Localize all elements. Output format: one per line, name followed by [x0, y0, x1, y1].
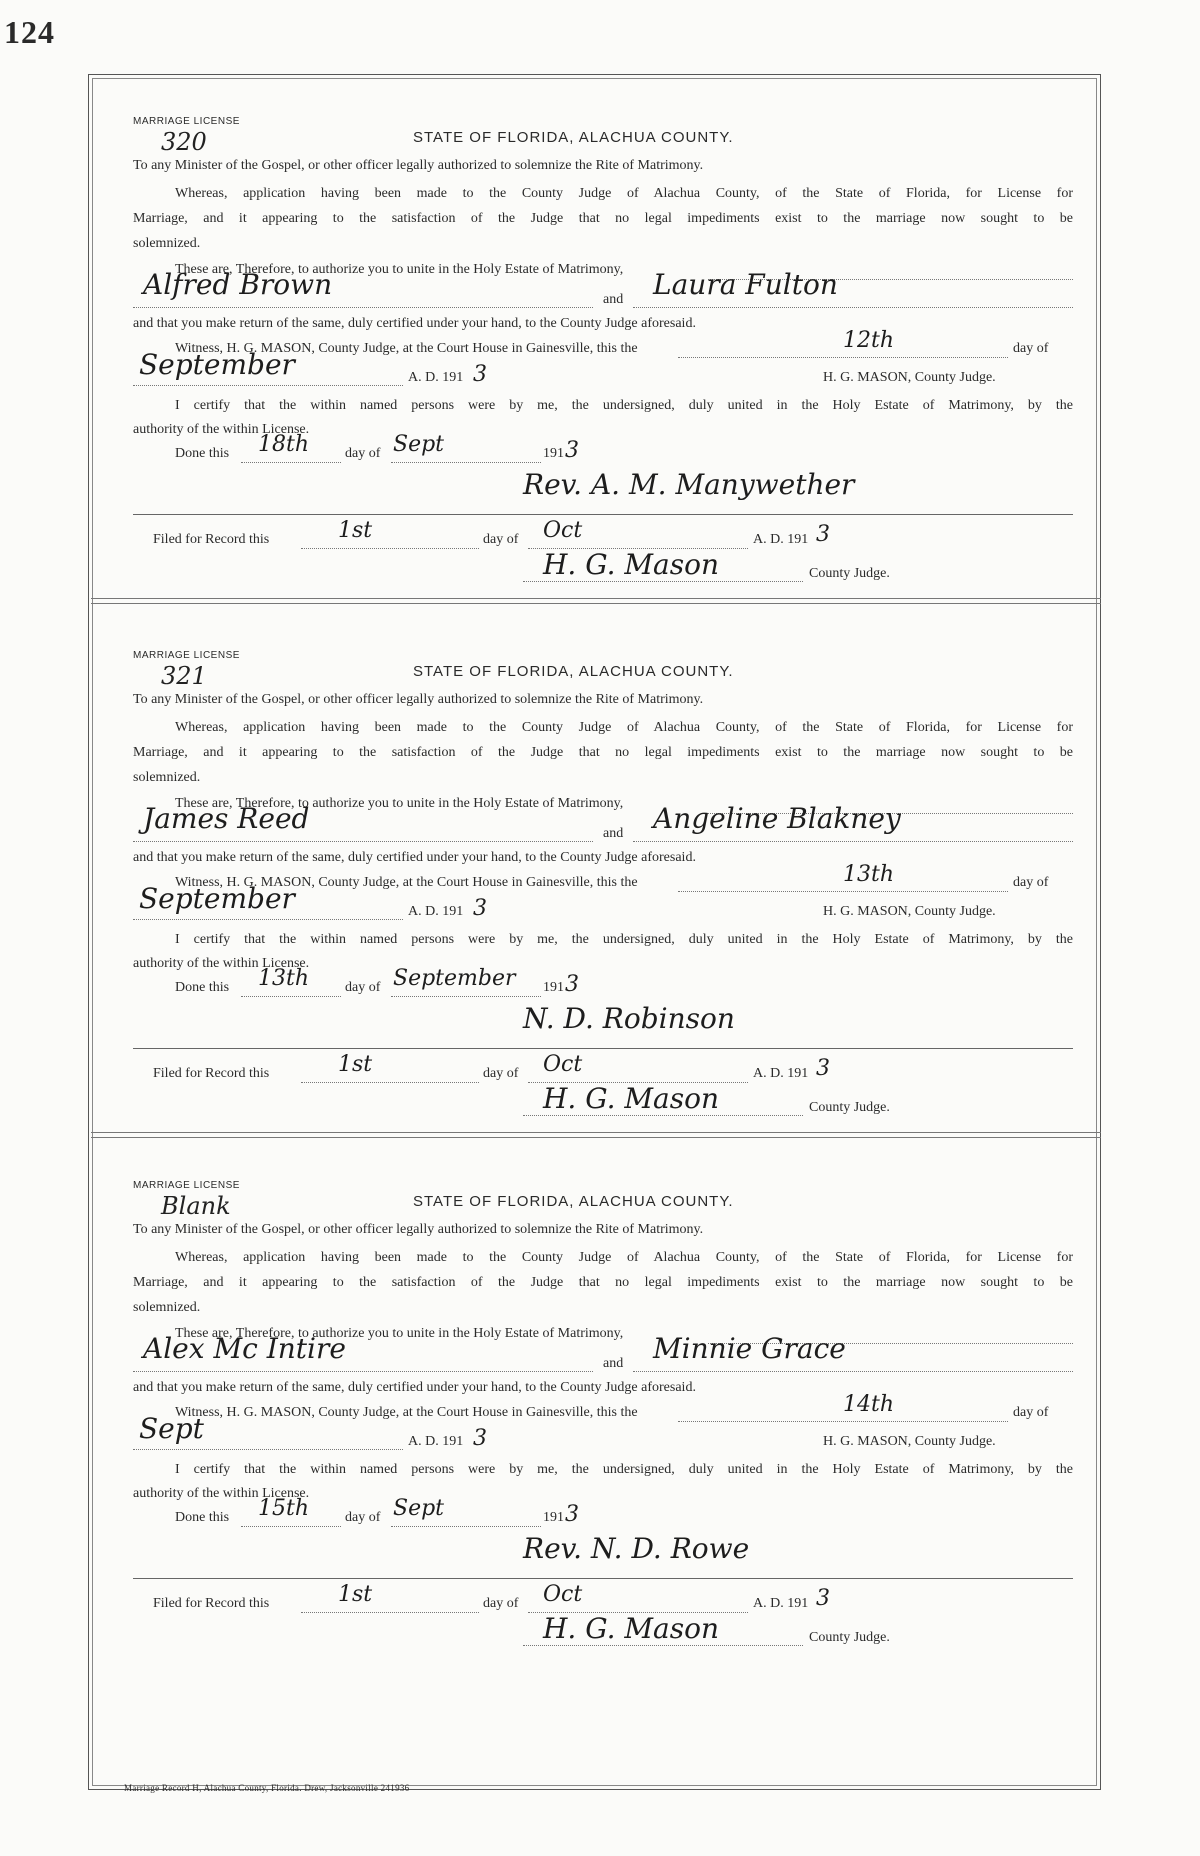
filed-month: Oct [543, 518, 583, 543]
done-month-fill-line [391, 995, 541, 997]
footer-note: Marriage Record H, Alachua County, Florida. Drew, Jacksonville 241936 [124, 1783, 410, 1793]
groom-fill-line [133, 840, 593, 842]
whereas-line-1: Whereas, application having been made to the County Judge of Alachua County, of the State of Florida, for License for [175, 1250, 1073, 1265]
witness-year-digit: 3 [473, 362, 487, 387]
whereas-line-2: Marriage, and it appearing to the satisfaction of the Judge that no legal impediments exist to the marriage now sought to be [133, 1275, 1073, 1290]
filed-ad: A. D. 191 [753, 1066, 809, 1081]
judge-signature-print: H. G. MASON, County Judge. [823, 1434, 996, 1449]
witness-day: 13th [843, 862, 895, 887]
witness-day: 12th [843, 328, 895, 353]
filed-month: Oct [543, 1052, 583, 1077]
done-day-fill-line [241, 1525, 341, 1527]
witness-month: September [139, 348, 295, 381]
bride-fill-line [633, 1370, 1073, 1372]
done-this-text: Done this [175, 980, 230, 995]
officiant-signature: Rev. N. D. Rowe [523, 1532, 750, 1565]
and-word: and [603, 1356, 624, 1371]
judge-signature-print: H. G. MASON, County Judge. [823, 370, 996, 385]
license-label: MARRIAGE LICENSE [133, 116, 240, 127]
witness-day-fill-line [678, 890, 1008, 892]
witness-text: Witness, H. G. MASON, County Judge, at the Court House in Gainesville, this the [175, 341, 638, 356]
state-header: STATE OF FLORIDA, ALACHUA COUNTY. [413, 1193, 734, 1210]
groom-name: Alfred Brown [143, 268, 333, 301]
county-judge-label: County Judge. [809, 566, 890, 581]
done-day-fill-line [241, 461, 341, 463]
done-day-of: day of [345, 446, 381, 461]
return-line: and that you make return of the same, duly certified under your hand, to the County Judge aforesaid. [133, 1380, 696, 1395]
record-separator [133, 1578, 1073, 1579]
witness-text: Witness, H. G. MASON, County Judge, at the Court House in Gainesville, this the [175, 1405, 638, 1420]
greeting-line: To any Minister of the Gospel, or other officer legally authorized to solemnize the Rite of Matrimony. [133, 692, 704, 707]
license-number: Blank [161, 1192, 231, 1220]
done-year-prefix: 191 [543, 446, 564, 461]
license-divider [91, 1132, 1101, 1138]
done-year-prefix: 191 [543, 980, 564, 995]
authorize-text: These are, Therefore, to authorize you to unite in the Holy Estate of Matrimony, [175, 262, 624, 277]
filed-day-of: day of [483, 1066, 519, 1081]
bride-name: Angeline Blakney [653, 802, 901, 835]
groom-fill-line [133, 306, 593, 308]
greeting-line: To any Minister of the Gospel, or other officer legally authorized to solemnize the Rite of Matrimony. [133, 1222, 704, 1237]
groom-name: James Reed [143, 802, 310, 835]
witness-day: 14th [843, 1392, 895, 1417]
state-header: STATE OF FLORIDA, ALACHUA COUNTY. [413, 663, 734, 680]
witness-month: Sept [139, 1412, 204, 1445]
done-day-fill-line [241, 995, 341, 997]
whereas-line-3: solemnized. [133, 770, 201, 785]
witness-year-digit: 3 [473, 896, 487, 921]
greeting-line: To any Minister of the Gospel, or other officer legally authorized to solemnize the Rite of Matrimony. [133, 158, 704, 173]
license-divider [91, 598, 1101, 604]
witness-ad: A. D. 191 [408, 1434, 464, 1449]
whereas-line-3: solemnized. [133, 236, 201, 251]
done-year-digit: 3 [565, 972, 579, 997]
done-day: 18th [258, 432, 310, 457]
done-month: September [393, 966, 516, 991]
witness-month: September [139, 882, 295, 915]
license-label: MARRIAGE LICENSE [133, 650, 240, 661]
certify-line-2: authority of the within License. [133, 956, 310, 971]
authorize-text: These are, Therefore, to authorize you to unite in the Holy Estate of Matrimony, [175, 796, 624, 811]
filed-day: 1st [338, 518, 373, 543]
record-separator [133, 514, 1073, 515]
filed-month: Oct [543, 1582, 583, 1607]
bride-name: Laura Fulton [653, 268, 838, 301]
county-judge-signature: H. G. Mason [543, 1612, 720, 1645]
done-day-of: day of [345, 980, 381, 995]
witness-day-fill-line [678, 356, 1008, 358]
license-number: 321 [161, 662, 207, 690]
judge-signature-print: H. G. MASON, County Judge. [823, 904, 996, 919]
filed-ad: A. D. 191 [753, 1596, 809, 1611]
county-judge-label: County Judge. [809, 1630, 890, 1645]
page-number: 124 [4, 14, 55, 50]
filed-day-of: day of [483, 1596, 519, 1611]
officiant-signature: Rev. A. M. Manywether [523, 468, 855, 501]
filed-year-digit: 3 [816, 1586, 830, 1611]
filed-day-of: day of [483, 532, 519, 547]
certify-line-1: I certify that the within named persons were by me, the undersigned, duly united in the Holy Estate of Matrimony, by the [175, 932, 1073, 947]
witness-month-fill-line [133, 1448, 403, 1450]
whereas-line-1: Whereas, application having been made to the County Judge of Alachua County, of the State of Florida, for License for [175, 720, 1073, 735]
officiant-signature: N. D. Robinson [523, 1002, 735, 1035]
filed-text: Filed for Record this [153, 532, 270, 547]
bride-fill-line [633, 306, 1073, 308]
certify-line-2: authority of the within License. [133, 1486, 310, 1501]
filed-day: 1st [338, 1052, 373, 1077]
witness-month-fill-line [133, 918, 403, 920]
done-month: Sept [393, 432, 445, 457]
whereas-line-3: solemnized. [133, 1300, 201, 1315]
county-judge-signature: H. G. Mason [543, 1082, 720, 1115]
bride-name: Minnie Grace [653, 1332, 846, 1365]
filed-day-fill-line [301, 547, 479, 549]
whereas-line-2: Marriage, and it appearing to the satisfaction of the Judge that no legal impediments exist to the marriage now sought to be [133, 211, 1073, 226]
filed-text: Filed for Record this [153, 1066, 270, 1081]
filed-day-fill-line [301, 1081, 479, 1083]
license-number: 320 [161, 128, 207, 156]
witness-year-digit: 3 [473, 1426, 487, 1451]
county-judge-label: County Judge. [809, 1100, 890, 1115]
return-line: and that you make return of the same, duly certified under your hand, to the County Judge aforesaid. [133, 850, 696, 865]
state-header: STATE OF FLORIDA, ALACHUA COUNTY. [413, 129, 734, 146]
witness-day-fill-line [678, 1420, 1008, 1422]
done-day-of: day of [345, 1510, 381, 1525]
county-judge-signature: H. G. Mason [543, 548, 720, 581]
groom-name: Alex Mc Intire [143, 1332, 346, 1365]
certify-line-1: I certify that the within named persons were by me, the undersigned, duly united in the Holy Estate of Matrimony, by the [175, 398, 1073, 413]
certify-line-1: I certify that the within named persons were by me, the undersigned, duly united in the Holy Estate of Matrimony, by the [175, 1462, 1073, 1477]
authorize-text: These are, Therefore, to authorize you to unite in the Holy Estate of Matrimony, [175, 1326, 624, 1341]
record-separator [133, 1048, 1073, 1049]
filed-year-digit: 3 [816, 1056, 830, 1081]
return-line: and that you make return of the same, duly certified under your hand, to the County Judge aforesaid. [133, 316, 696, 331]
done-month-fill-line [391, 461, 541, 463]
witness-month-fill-line [133, 384, 403, 386]
done-year-digit: 3 [565, 1502, 579, 1527]
done-year-digit: 3 [565, 438, 579, 463]
certify-line-2: authority of the within License. [133, 422, 310, 437]
witness-day-of: day of [1013, 1405, 1049, 1420]
filed-day-fill-line [301, 1611, 479, 1613]
witness-ad: A. D. 191 [408, 904, 464, 919]
filed-year-digit: 3 [816, 522, 830, 547]
whereas-line-2: Marriage, and it appearing to the satisfaction of the Judge that no legal impediments exist to the marriage now sought to be [133, 745, 1073, 760]
whereas-line-1: Whereas, application having been made to the County Judge of Alachua County, of the State of Florida, for License for [175, 186, 1073, 201]
done-this-text: Done this [175, 1510, 230, 1525]
done-day: 15th [258, 1496, 310, 1521]
groom-fill-line [133, 1370, 593, 1372]
done-year-prefix: 191 [543, 1510, 564, 1525]
and-word: and [603, 292, 624, 307]
filed-ad: A. D. 191 [753, 532, 809, 547]
license-label: MARRIAGE LICENSE [133, 1180, 240, 1191]
filed-day: 1st [338, 1582, 373, 1607]
and-word: and [603, 826, 624, 841]
done-month-fill-line [391, 1525, 541, 1527]
witness-day-of: day of [1013, 341, 1049, 356]
done-day: 13th [258, 966, 310, 991]
witness-ad: A. D. 191 [408, 370, 464, 385]
done-this-text: Done this [175, 446, 230, 461]
bride-fill-line [633, 840, 1073, 842]
witness-text: Witness, H. G. MASON, County Judge, at the Court House in Gainesville, this the [175, 875, 638, 890]
witness-day-of: day of [1013, 875, 1049, 890]
filed-text: Filed for Record this [153, 1596, 270, 1611]
done-month: Sept [393, 1496, 445, 1521]
